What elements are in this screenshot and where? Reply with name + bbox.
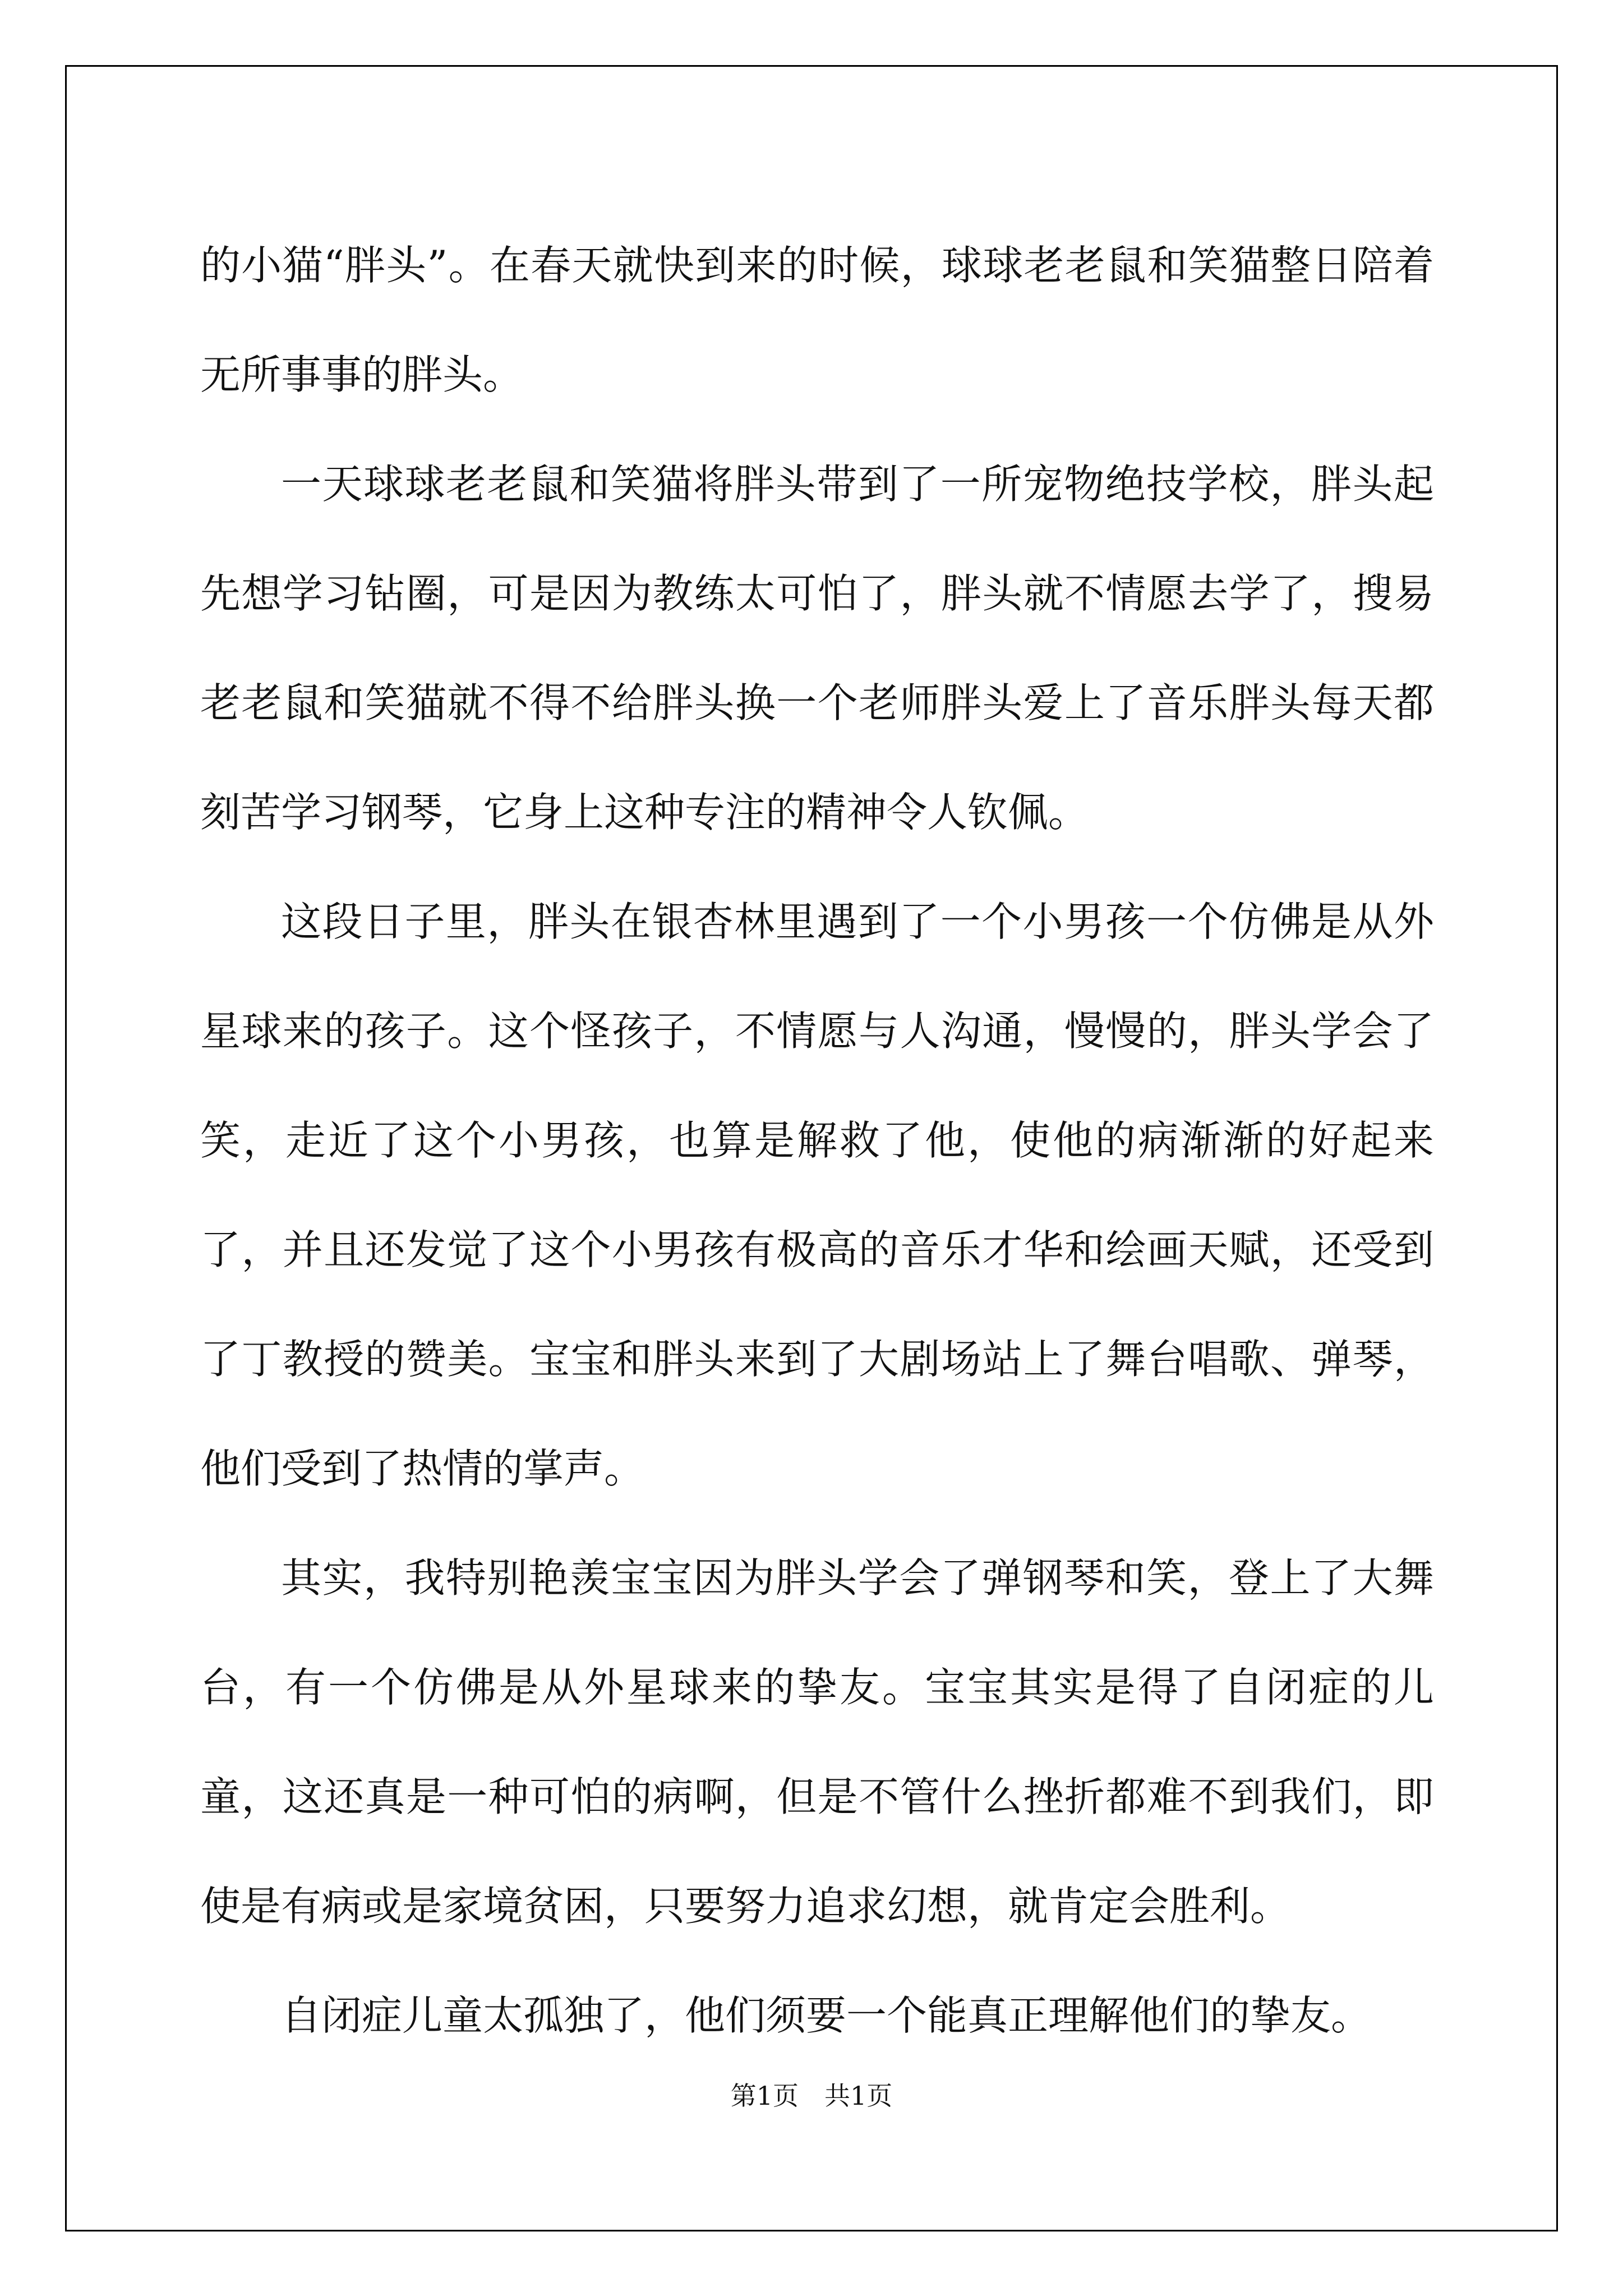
paragraph-2: 一天球球老老鼠和笑猫将胖头带到了一所宠物绝技学校，胖头起先想学习钻圈，可是因为教练太可怕了，胖头就不情愿去学了，搜易老老鼠和笑猫就不得不给胖头换一个老师胖头爱上了音乐胖头每天都刻苦学习钢琴，它身上这种专注的精神令人钦佩。 <box>200 461 1434 836</box>
paragraph-3: 这段日子里，胖头在银杏林里遇到了一个小男孩一个仿佛是从外星球来的孩子。这个怪孩子，不情愿与人沟通，慢慢的，胖头学会了笑，走近了这个小男孩，也算是解救了他，使他的病渐渐的好起来了，并且还发觉了这个小男孩有极高的音乐才华和绘画天赋，还受到了丁教授的赞美。宝宝和胖头来到了大剧场站上了舞台唱歌、弹琴，他们受到了热情的掌声。 <box>200 898 1434 1492</box>
paragraph-4: 其实，我特别艳羡宝宝因为胖头学会了弹钢琴和笑，登上了大舞台，有一个仿佛是从外星球来的挚友。宝宝其实是得了自闭症的儿童，这还真是一种可怕的病啊，但是不管什么挫折都难不到我们，即使是有病或是家境贫困，只要努力追求幻想，就肯定会胜利。 <box>200 1554 1434 1930</box>
paragraph-1: 的小猫“胖头”。在春天就快到来的时候，球球老老鼠和笑猫整日陪着无所事事的胖头。 <box>200 242 1434 398</box>
paragraph-5: 自闭症儿童太孤独了，他们须要一个能真正理解他们的挚友。 <box>281 1992 1372 2039</box>
page-number-footer: 第1页 共1页 <box>730 2081 893 2111</box>
document-body <box>200 211 1434 2070</box>
